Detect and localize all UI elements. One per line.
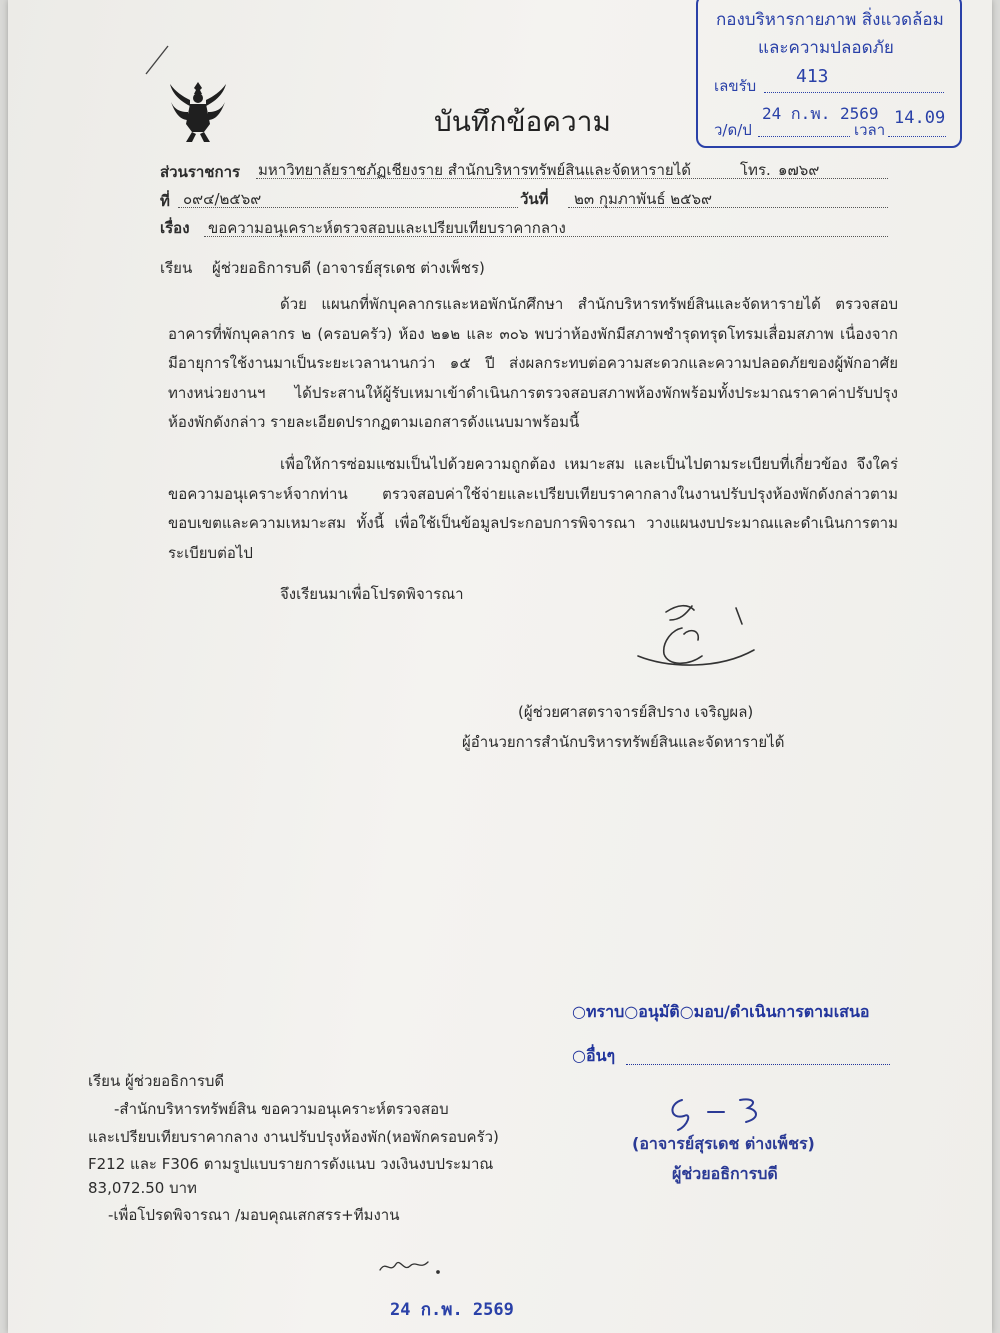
initials-mark (376, 1250, 446, 1280)
receiving-stamp (696, 0, 962, 148)
decision-options: ○ทราบ○อนุมัติ○มอบ/ดำเนินการตามเสนอ (572, 1002, 870, 1021)
phone-label: โทร. (740, 161, 771, 179)
note-line2: และเปรียบเทียบราคากลาง งานปรับปรุงห้องพัก(หอพักครอบครัว) (88, 1128, 499, 1146)
signer-title: ผู้อำนวยการสำนักบริหารทรัพย์สินและจัดหารายได้ (462, 733, 785, 751)
stamp-line (888, 136, 946, 137)
stamp-line (764, 92, 944, 93)
ref-label: ที่ (160, 192, 170, 210)
body-paragraph-1: ด้วย แผนกที่พักบุคลากรและหอพักนักศึกษา สำนักบริหารทรัพย์สินและจัดหารายได้ ตรวจสอบอาคารที่พักบุคลากร ๒ (ครอบครัว) ห้อง ๒๑๒ และ ๓๐๖ พบว่าห้องพักมีสภาพชำรุดทรุดโทรมเสื่อมสภาพ เนื่องจากมีอายุการใช้งานมาเป็นระยะเวลานานกว่า ๑๕ ปี ส่งผลกระทบต่อความสะดวกและความปลอดภัยของผู้พักอาศัย ทางหน่วยงานฯ ได้ประสานให้ผู้รับเหมาเข้าดำเนินการตรวจสอบสภาพห้องพักพร้อมทั้งประมาณราคาค่าปรับปรุงห้องพักดังกล่าว รายละเอียดปรากฏตามเอกสารดังแนบมาพร้อมนี้ (168, 295, 898, 431)
stamp-date-value: 24 ก.พ. 2569 (762, 104, 879, 123)
stamp-line (758, 136, 850, 137)
note-to: เรียน ผู้ช่วยอธิการบดี (88, 1072, 225, 1090)
phone-value: ๑๗๖๙ (778, 161, 820, 179)
stamp-org-line2: และความปลอดภัย (758, 38, 894, 58)
note-line1: -สำนักบริหารทรัพย์สิน ขอความอนุเคราะห์ตรวจสอบ (114, 1100, 449, 1118)
signature-mark (628, 590, 768, 680)
note-line4: 83,072.50 บาท (88, 1179, 197, 1197)
ref-value: ๐๙๔/๒๕๖๙ (183, 190, 262, 208)
subject-label: เรื่อง (160, 219, 190, 237)
date-label: วันที่ (520, 190, 549, 208)
decision-other: ○อื่นๆ (572, 1046, 616, 1065)
agency-value: มหาวิทยาลัยราชภัฏเชียงราย สำนักบริหารทรัพย์สินและจัดหารายได้ (258, 161, 691, 179)
subject-value: ขอความอนุเคราะห์ตรวจสอบและเปรียบเทียบราคากลาง (208, 219, 566, 237)
note-line5: -เพื่อโปรดพิจารณา /มอบคุณเสกสรร+ทีมงาน (108, 1206, 400, 1224)
note-line3: F212 และ F306 ตามรูปแบบรายการดังแนบ วงเงินงบประมาณ (88, 1155, 494, 1173)
decision-other-line (626, 1050, 890, 1065)
footer-date-stamp: 24 ก.พ. 2569 (390, 1300, 514, 1320)
date-value: ๒๓ กุมภาพันธ์ ๒๕๖๙ (574, 190, 713, 208)
garuda-emblem-icon (168, 78, 228, 148)
agency-label: ส่วนราชการ (160, 163, 241, 181)
decision-signer-title: ผู้ช่วยอธิการบดี (672, 1164, 778, 1183)
stamp-time-value: 14.09 (894, 108, 946, 128)
stamp-receive-label: เลขรับ (714, 77, 757, 95)
stamp-time-label: เวลา (854, 121, 886, 139)
stamp-receive-no: 413 (796, 66, 829, 87)
stamp-org-line1: กองบริหารกายภาพ สิ่งแวดล้อม (716, 10, 944, 30)
memo-document (8, 0, 992, 1333)
signer-name: (ผู้ช่วยศาสตราจารย์สิปราง เจริญผล) (518, 703, 754, 721)
to-value: ผู้ช่วยอธิการบดี (อาจารย์สุรเดช ต่างเพ็ชร) (212, 259, 485, 277)
memo-title: บันทึกข้อความ (434, 105, 611, 138)
to-label: เรียน (160, 259, 193, 277)
decision-signer-name: (อาจารย์สุรเดช ต่างเพ็ชร) (632, 1134, 815, 1153)
stamp-date-label: ว/ด/ป (714, 121, 752, 139)
pen-mark (138, 40, 178, 80)
closing-line: จึงเรียนมาเพื่อโปรดพิจารณา (280, 585, 464, 603)
body-paragraph-2: เพื่อให้การซ่อมแซมเป็นไปด้วยความถูกต้อง เหมาะสม และเป็นไปตามระเบียบที่เกี่ยวข้อง จึงใคร่ขอความอนุเคราะห์จากท่าน ตรวจสอบค่าใช้จ่ายและเปรียบเทียบราคากลางในงานปรับปรุงห้องพักดังกล่าวตามขอบเขตและความเหมาะสม ทั้งนี้ เพื่อใช้เป็นข้อมูลประกอบการพิจารณา วางแผนงบประมาณและดำเนินการตามระเบียบต่อไป (168, 455, 898, 562)
